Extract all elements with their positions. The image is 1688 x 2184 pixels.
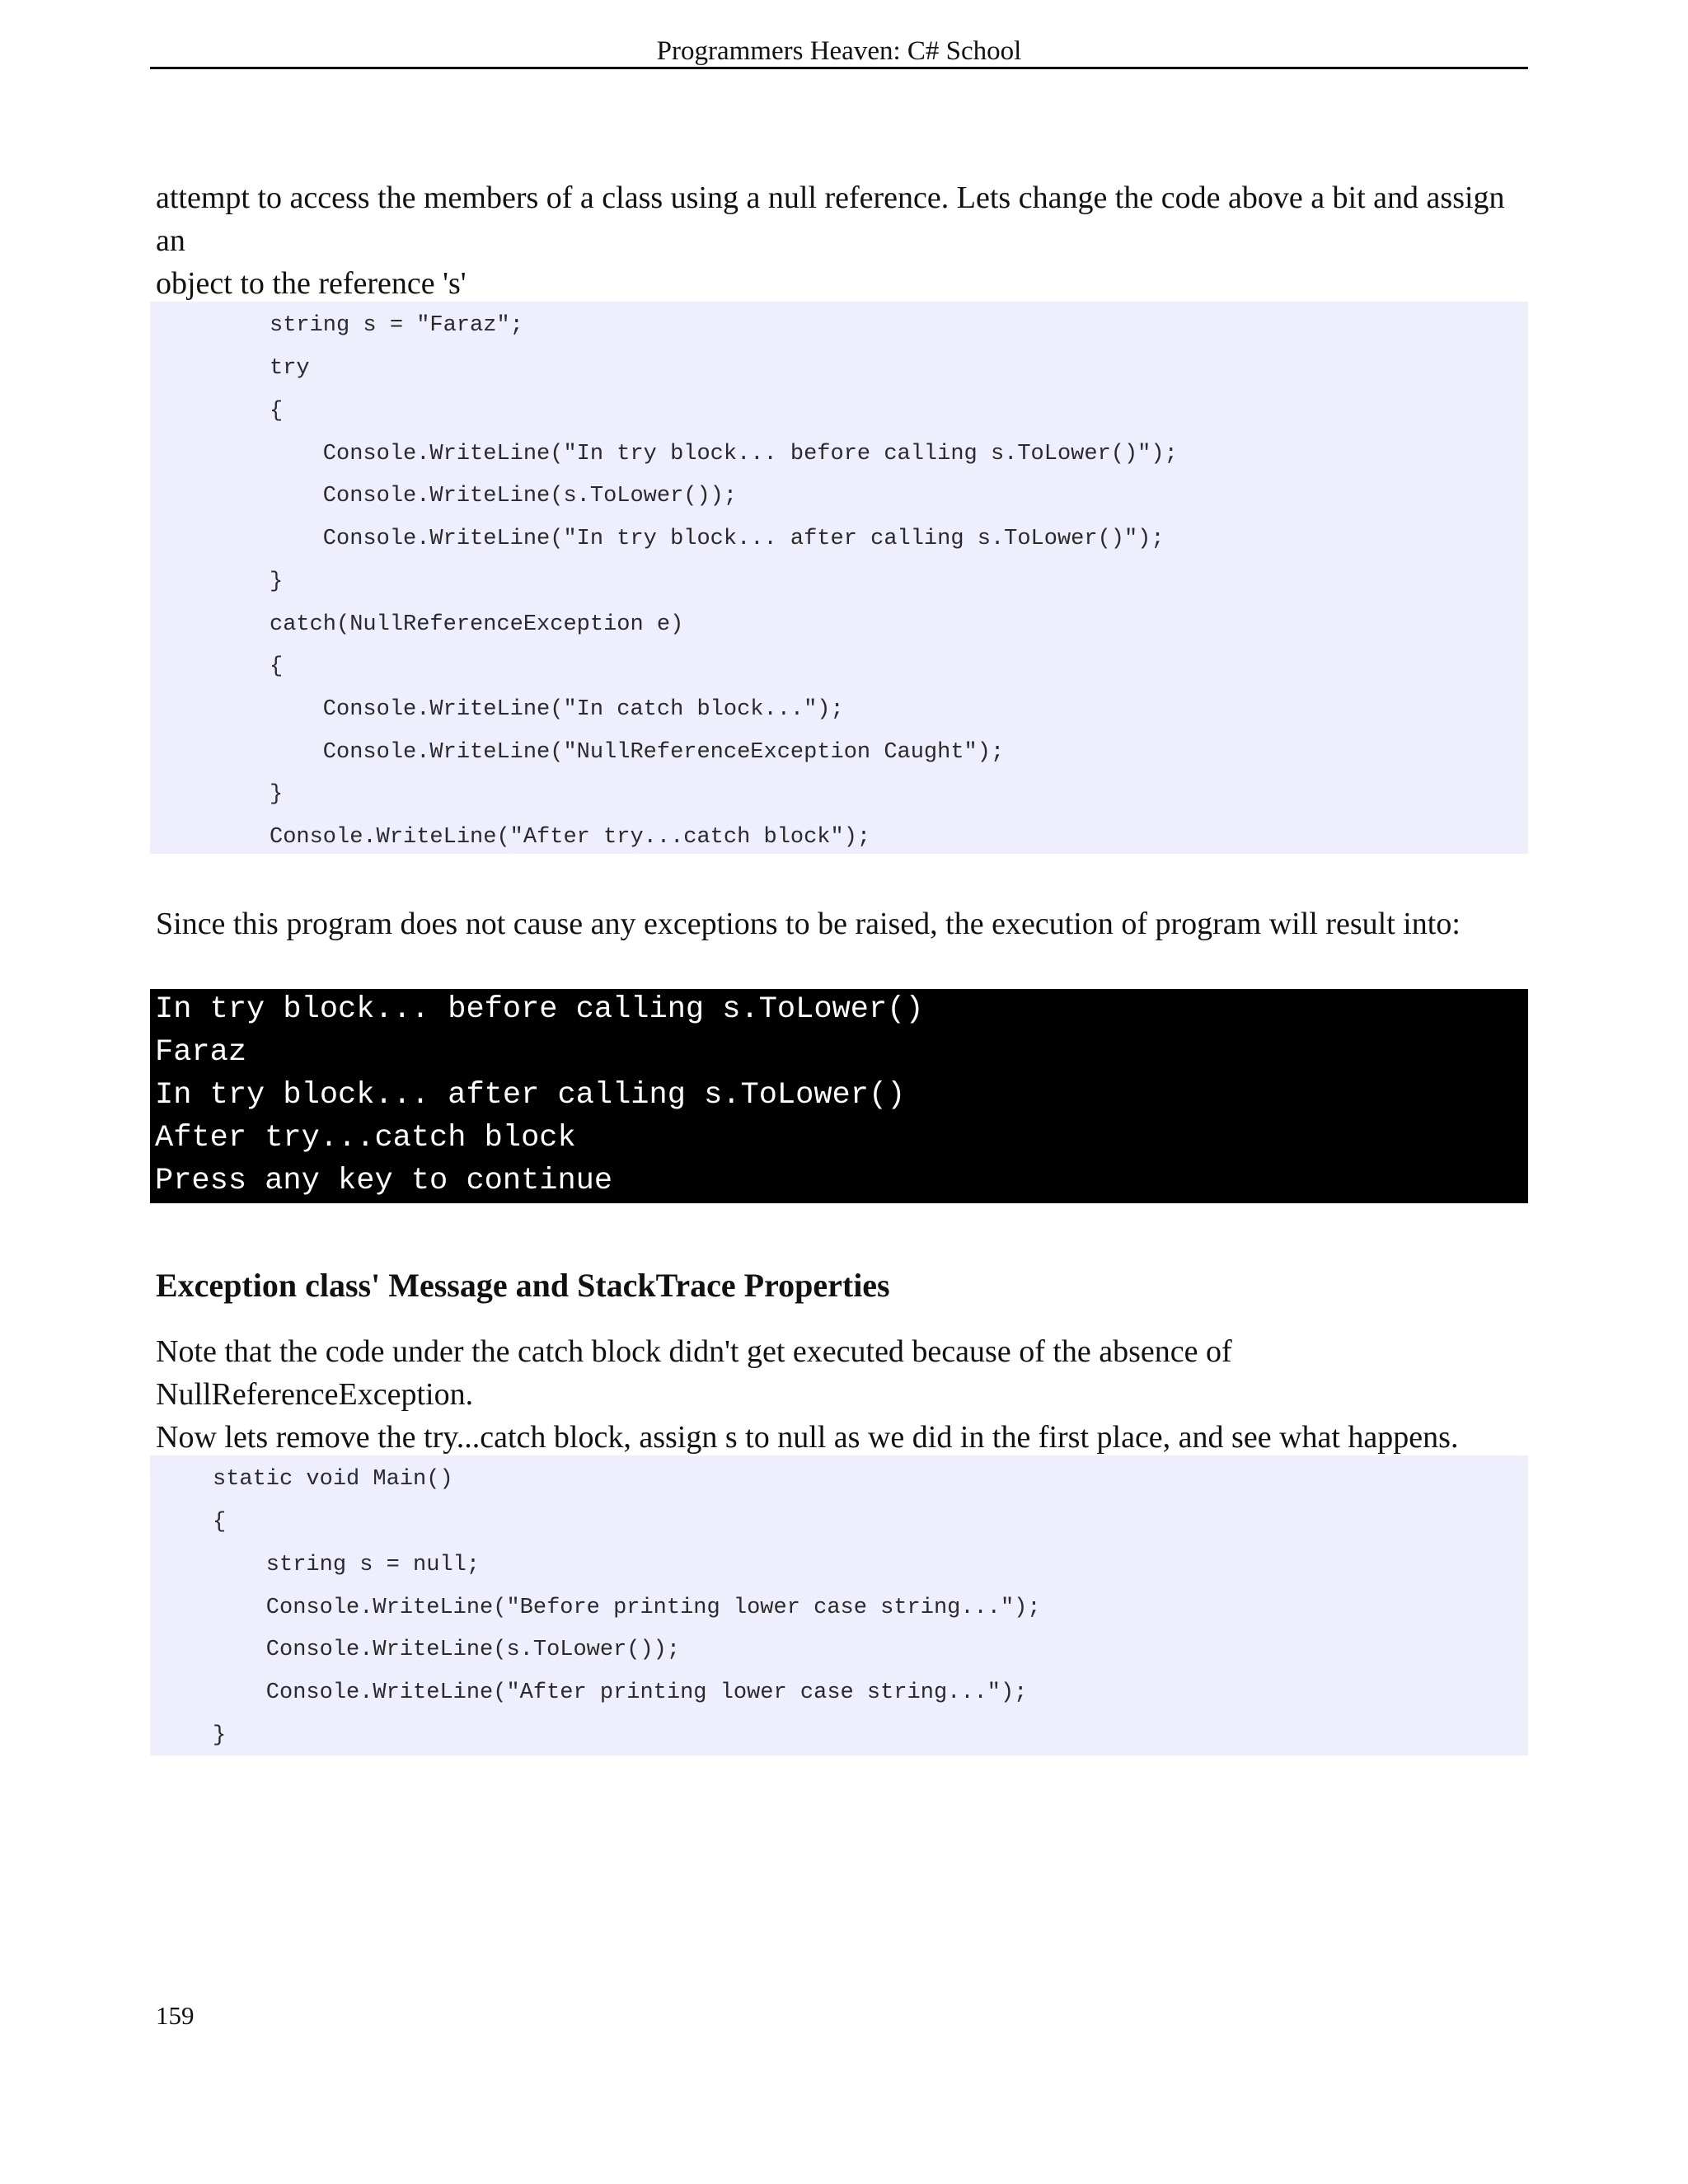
code-line: string s = null; [213,1553,481,1577]
section-heading: Exception class' Message and StackTrace Properties [156,1267,890,1304]
intro-paragraph [156,176,1528,305]
code-line: Console.WriteLine("Before printing lower case string..."); [213,1596,1041,1620]
code-line: } [270,782,284,807]
code-line: } [270,569,284,594]
intro-line-2: object to the reference 's' [156,266,467,301]
code-line: { [213,1510,227,1535]
code-line: { [270,399,284,424]
console-line: Press any key to continue [155,1164,613,1198]
code-block-1 [150,302,1528,854]
intro-line-1: attempt to access the members of a class using a null reference. Lets change the code above a bit and assign an [156,180,1505,258]
console-line: After try...catch block [155,1121,576,1155]
code-line: Console.WriteLine("In try block... after calling s.ToLower()"); [270,527,1165,551]
code-line: static void Main() [213,1467,453,1492]
code-line: Console.WriteLine("NullReferenceException Caught"); [270,740,1005,765]
explanation-paragraph [156,1330,1528,1459]
code-line: string s = "Faraz"; [270,313,523,338]
code-line: Console.WriteLine("In catch block..."); [270,697,844,722]
console-line: Faraz [155,1035,247,1070]
page-header [150,33,1528,69]
explanation-line-2: Now lets remove the try...catch block, assign s to null as we did in the first place, and see what happens. [156,1420,1459,1455]
code-line: try [270,356,310,381]
code-block-2 [150,1455,1528,1755]
result-paragraph: Since this program does not cause any exceptions to be raised, the execution of program will result into: [156,907,1461,941]
page-number: 159 [156,2001,195,2030]
code-line: } [213,1723,227,1748]
code-line: Console.WriteLine("After try...catch block"); [270,825,871,850]
code-line: Console.WriteLine(s.ToLower()); [270,484,738,509]
code-line: { [270,654,284,679]
header-title: Programmers Heaven: C# School [656,36,1022,66]
code-line: catch(NullReferenceException e) [270,612,684,637]
console-line: In try block... before calling s.ToLower() [155,992,924,1027]
explanation-line-1: Note that the code under the catch block didn't get executed because of the absence of NullReferenceException. [156,1334,1232,1412]
console-line: In try block... after calling s.ToLower() [155,1078,906,1113]
code-line: Console.WriteLine("After printing lower case string..."); [213,1680,1028,1705]
console-output [150,989,1528,1203]
code-line: Console.WriteLine(s.ToLower()); [213,1638,681,1662]
code-line: Console.WriteLine("In try block... before calling s.ToLower()"); [270,442,1178,466]
